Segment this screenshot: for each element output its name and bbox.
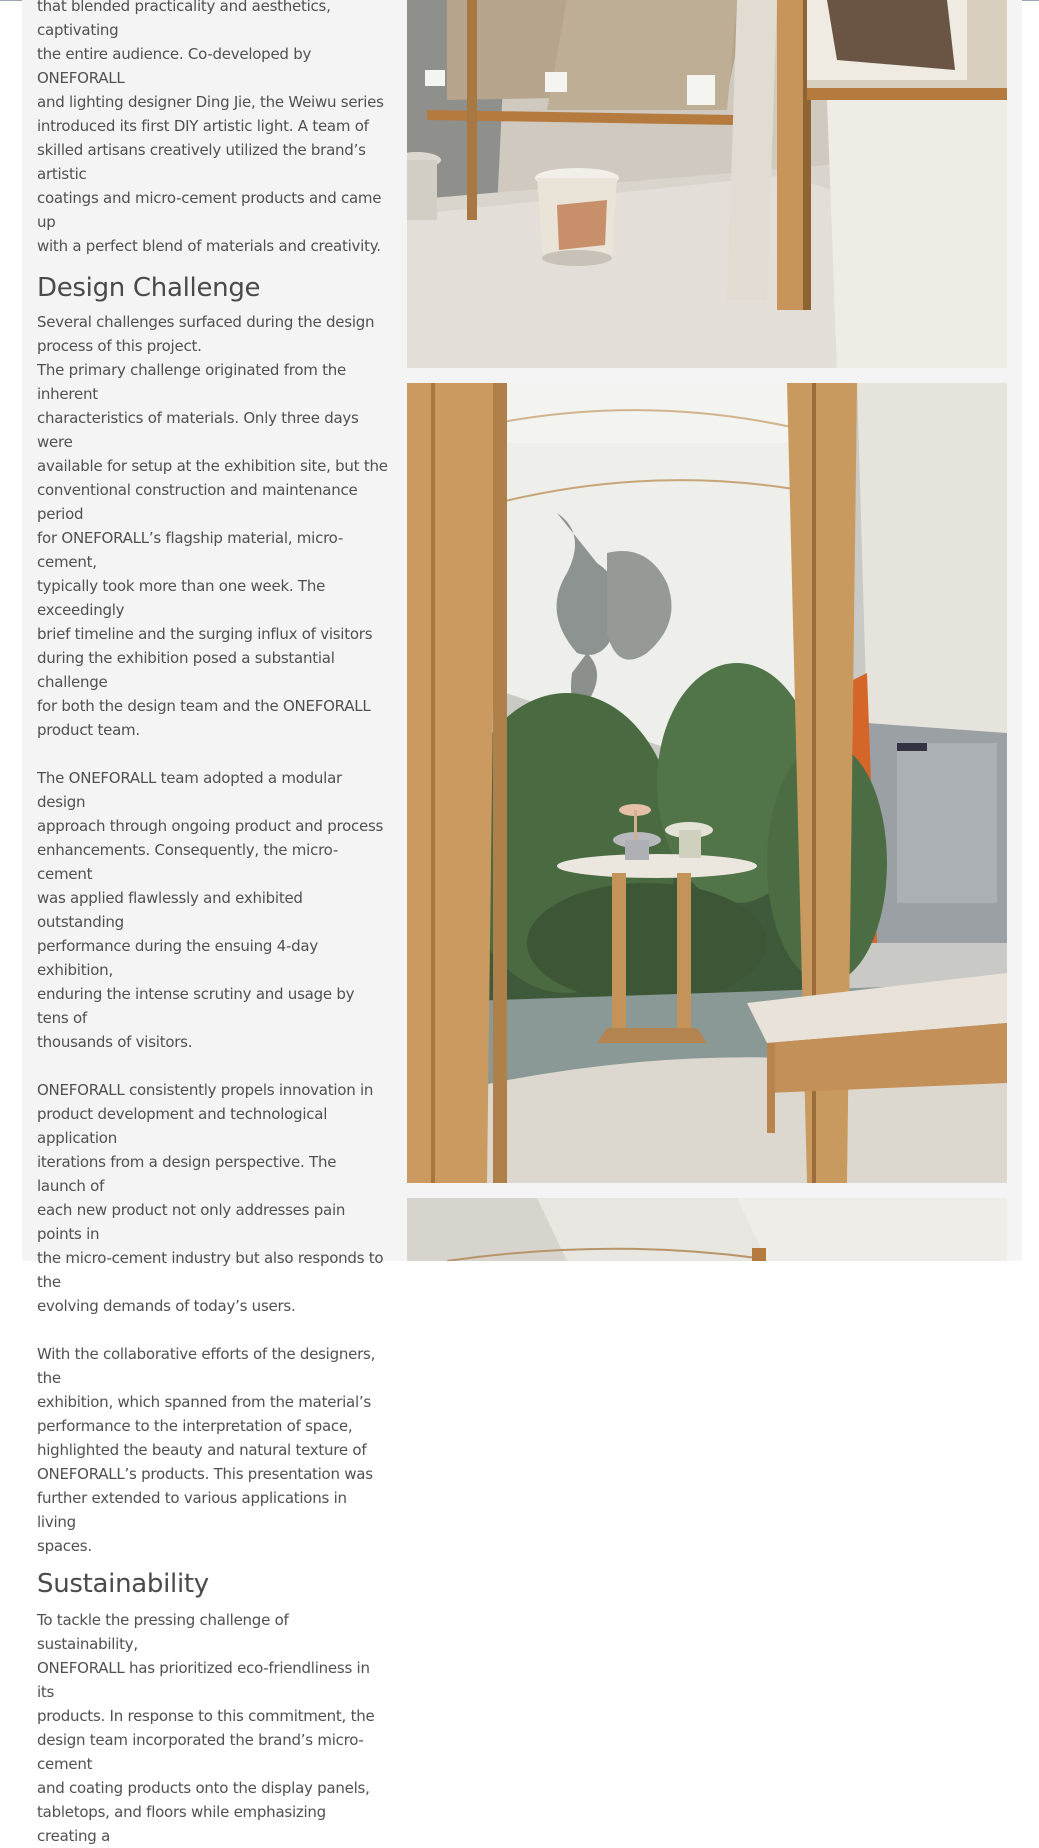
- sustainability-paragraph-1: To tackle the pressing challenge of sustainability, ONEFORALL has prioritized eco-friendliness in its products. In response to this commitment, the design team incorporated the brand’s micro-cement and coating products onto the display panels, tabletops, and floors while emphasizing creating a: [37, 1611, 375, 1845]
- intro-paragraph: that blended practicality and aesthetics, captivating the entire audience. Co-developed by ONEFORALL and lighting designer Ding Jie, the Weiwu series introduced its first DIY artistic light. A team of skilled artisans creatively utilized the brand’s artistic coatings and micro-cement products and came up with a perfect blend of materials and creativity.: [37, 0, 384, 255]
- exhibition-photo-3: [407, 1198, 1007, 1261]
- design-challenge-paragraph-2: The ONEFORALL team adopted a modular design approach through ongoing product and process enhancements. Consequently, the micro-cement was applied flawlessly and exhibited outstanding performance during the ensuing 4-day exhibition, enduring the intense scrutiny and usage by tens of thousands of visitors.: [37, 769, 384, 1051]
- exhibition-photo-2-image: [407, 383, 1007, 1183]
- sustainability-heading: Sustainability: [37, 1569, 209, 1599]
- exhibition-photo-3-image: [407, 1198, 1007, 1261]
- design-challenge-paragraph-4: With the collaborative efforts of the designers, the exhibition, which spanned from the material’s performance to the interpretation of space, highlighted the beauty and natural texture of ONEFORALL’s products. This presentation was further extended to various applications in living spaces.: [37, 1345, 376, 1555]
- design-challenge-paragraph-3: ONEFORALL consistently propels innovation in product development and technological application iterations from a design perspective. The launch of each new product not only addresses pain points in the micro-cement industry but also responds to the evolving demands of today’s users.: [37, 1081, 384, 1315]
- exhibition-photo-1-image: [407, 0, 1007, 368]
- exhibition-photo-2: [407, 383, 1007, 1183]
- design-challenge-heading: Design Challenge: [37, 273, 261, 303]
- exhibition-photo-1: [407, 0, 1007, 368]
- design-challenge-paragraph-1: Several challenges surfaced during the design process of this project. The primary challenge originated from the inherent characteristics of materials. Only three days were available for setup at the exhibition site, but the conventional construction and maintenance period for ONEFORALL’s flagship material, micro-cement, typically took more than one week. The exceedingly brief timeline and the surging influx of visitors during the exhibition posed a substantial challenge for both the design team and the ONEFORALL product team.: [37, 313, 388, 739]
- article-text-column: [37, 0, 389, 1848]
